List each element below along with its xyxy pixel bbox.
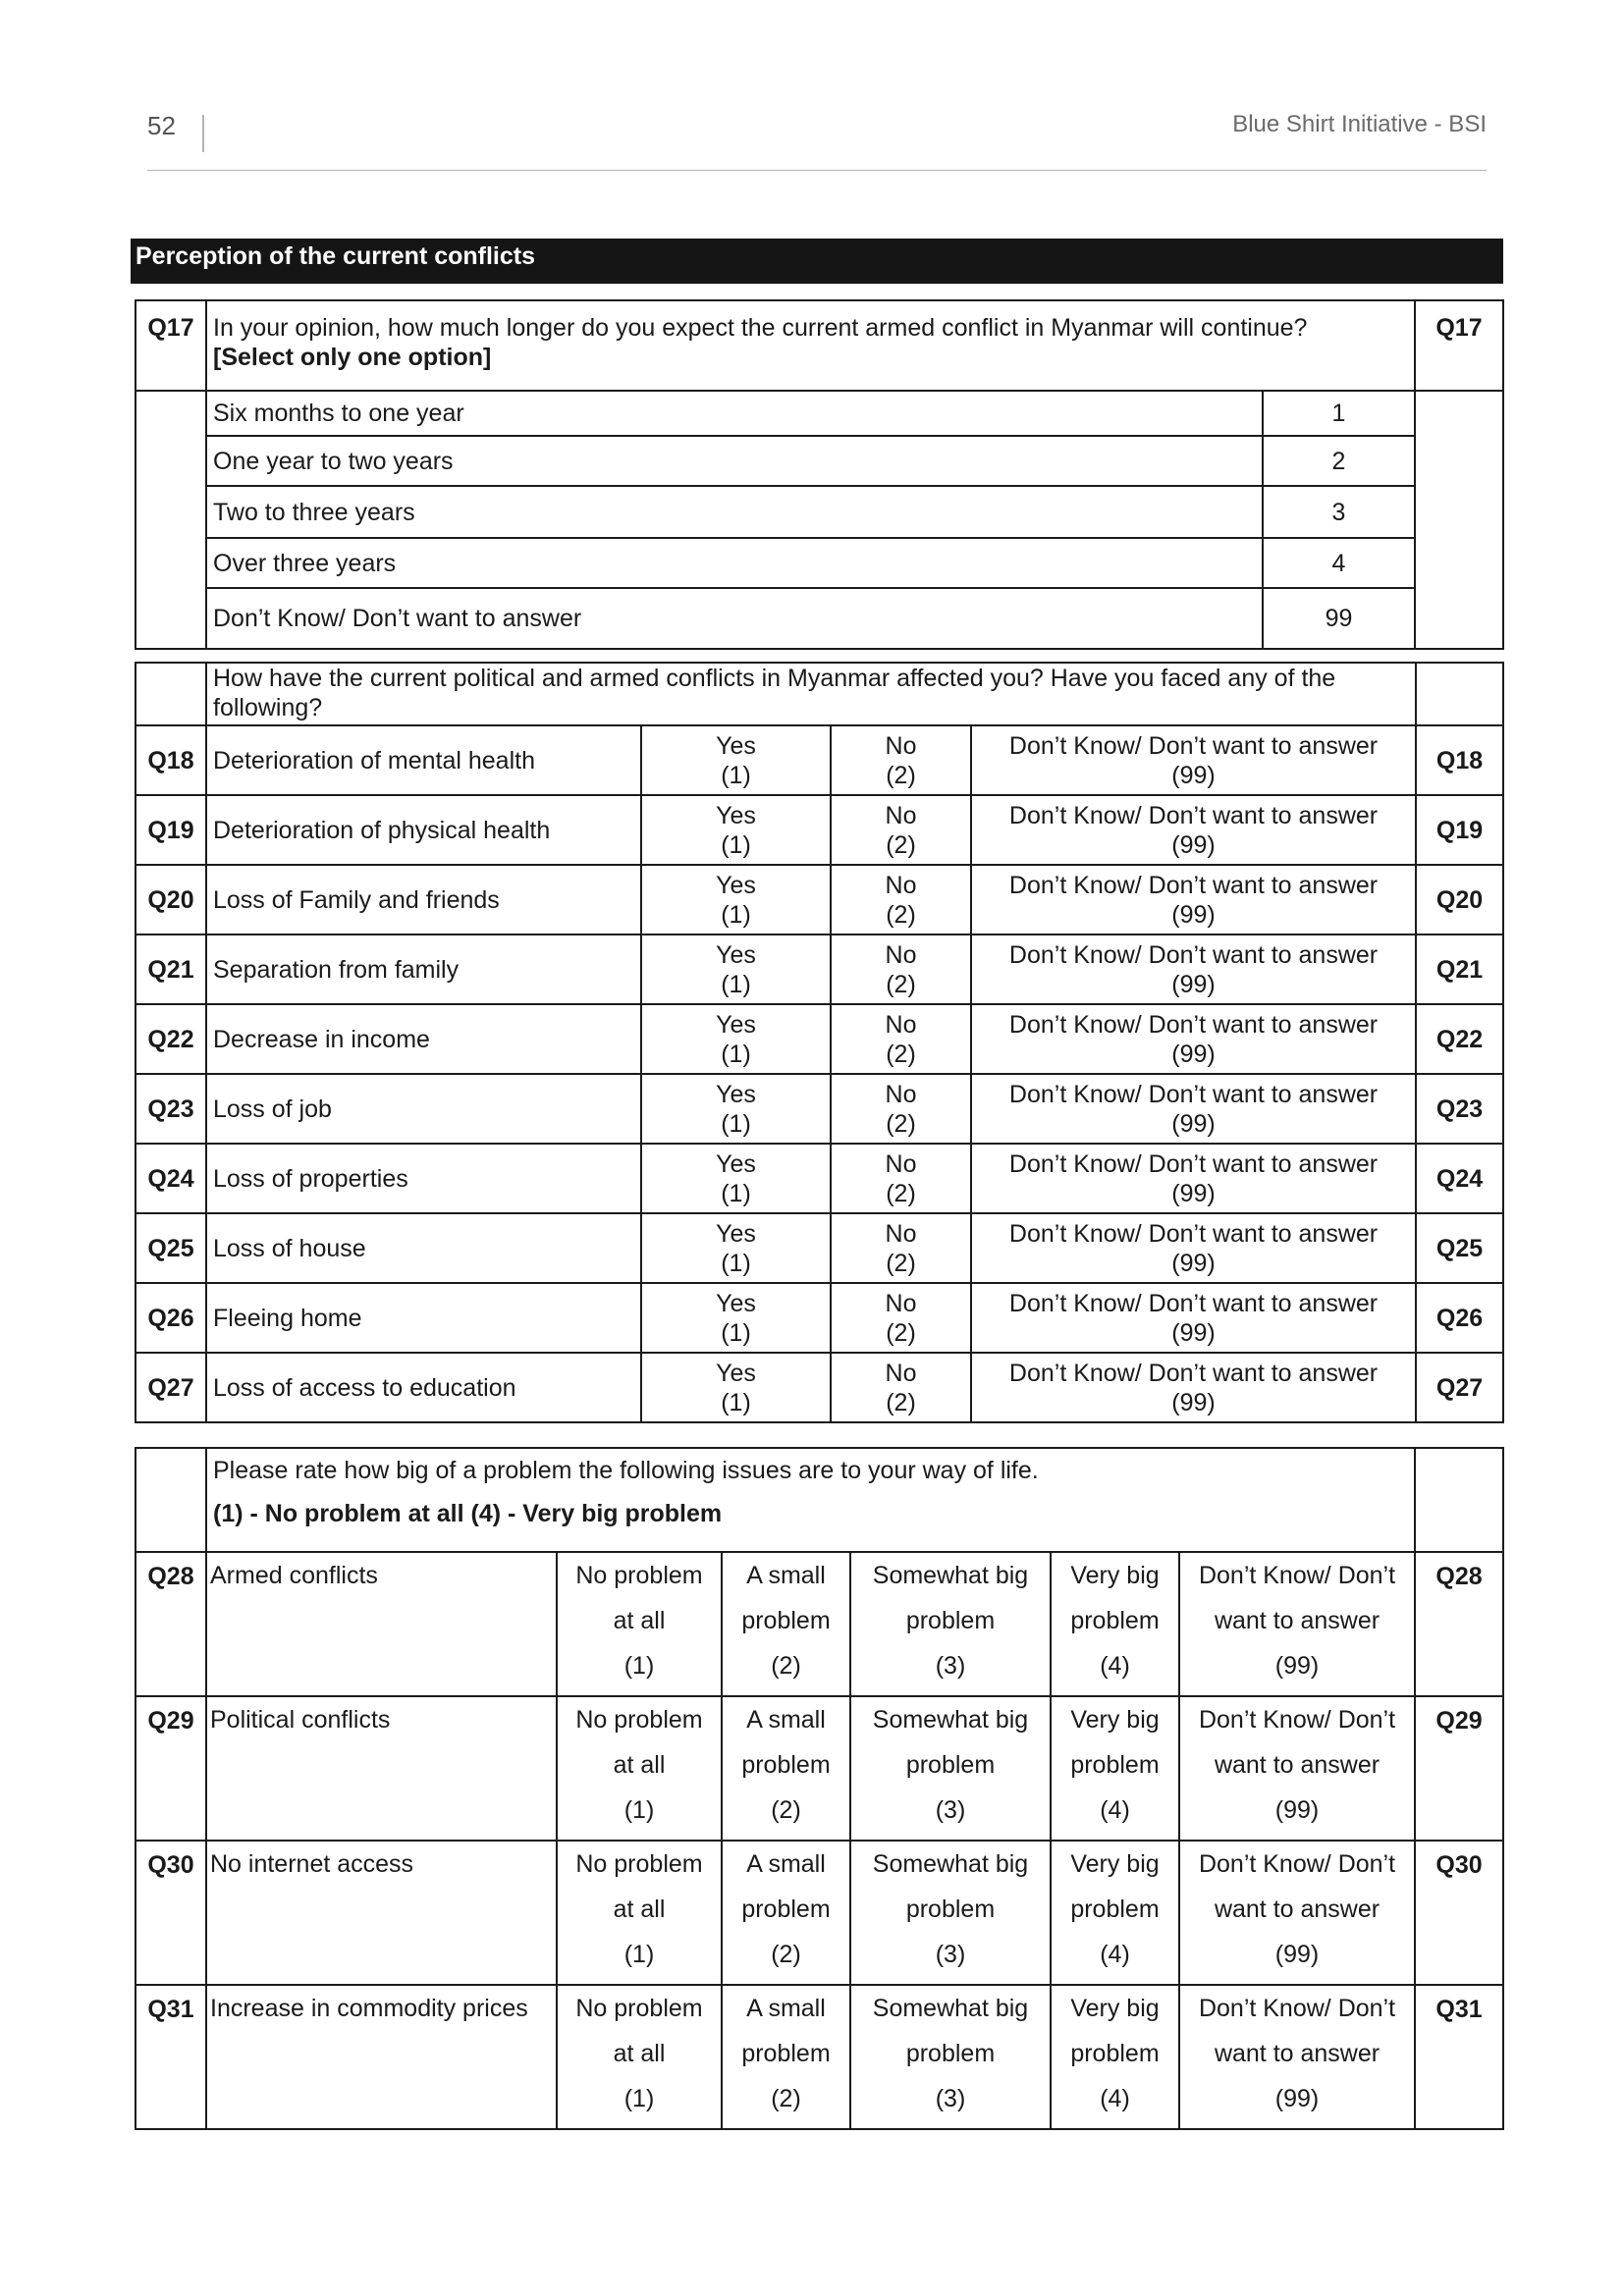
- answer-dont-know: [971, 1353, 1416, 1422]
- q17-table: [135, 299, 1504, 650]
- answer-dont-know: [971, 1144, 1416, 1213]
- question-id: Q18: [135, 725, 206, 795]
- question-id: Q28: [1415, 1552, 1503, 1696]
- option-line: problem: [1070, 1896, 1160, 1923]
- rating-row: [135, 1552, 1503, 1696]
- answer-yes: [641, 865, 831, 934]
- answer-code: (1): [721, 830, 751, 859]
- option-code: (2): [771, 1941, 801, 1968]
- answer-no: [831, 1144, 971, 1213]
- answer-no: [831, 795, 971, 865]
- item-label: Armed conflicts: [206, 1552, 557, 1696]
- option-line: Somewhat big: [872, 1562, 1029, 1589]
- answer-yes: [641, 1213, 831, 1283]
- option-code: (2): [771, 1796, 801, 1824]
- question-id: Q24: [135, 1144, 206, 1213]
- option-code: (99): [1274, 1941, 1320, 1968]
- question-id: Q24: [1416, 1144, 1503, 1213]
- question-id: Q19: [135, 795, 206, 865]
- answer-dont-know: [971, 865, 1416, 934]
- option-line: problem: [741, 1607, 831, 1634]
- answer-code: (99): [1171, 1388, 1216, 1416]
- q17-instruction: [Select only one option]: [213, 344, 492, 371]
- answer-label: Yes: [716, 940, 756, 969]
- answer-no: [831, 1213, 971, 1283]
- answer-code: (99): [1171, 1318, 1216, 1347]
- option-code: (3): [935, 2085, 966, 2112]
- answer-yes: [641, 1283, 831, 1353]
- answer-label: Yes: [716, 1289, 756, 1317]
- option-line: No problem: [575, 1850, 703, 1878]
- option-line: Somewhat big: [872, 1995, 1029, 2022]
- option-line: problem: [1070, 2040, 1160, 2067]
- rating-option: [722, 1985, 850, 2129]
- answer-label: Yes: [716, 1219, 756, 1248]
- option-label: Six months to one year: [206, 391, 1263, 436]
- question-id: Q26: [1416, 1283, 1503, 1353]
- impact-row: [135, 934, 1503, 1004]
- blank-cell: [1415, 391, 1503, 649]
- question-id: Q23: [1416, 1074, 1503, 1144]
- item-label: Political conflicts: [206, 1696, 557, 1841]
- answer-yes: [641, 1144, 831, 1213]
- question-id: Q22: [135, 1004, 206, 1074]
- option-code: 3: [1263, 486, 1415, 538]
- item-label: Loss of Family and friends: [206, 865, 641, 934]
- answer-code: (2): [886, 1388, 916, 1416]
- impact-row: [135, 1074, 1503, 1144]
- option-line: Very big: [1070, 1995, 1160, 2022]
- answer-code: (99): [1171, 970, 1216, 998]
- option-line: A small: [746, 1706, 826, 1734]
- option-line: Don’t Know/ Don’t: [1198, 1706, 1396, 1734]
- rating-option: [1179, 1696, 1415, 1841]
- answer-no: [831, 1004, 971, 1074]
- answer-label: Yes: [716, 801, 756, 829]
- answer-label: Yes: [716, 1080, 756, 1108]
- answer-dont-know: [971, 1004, 1416, 1074]
- rating-row: [135, 1696, 1503, 1841]
- item-label: Deterioration of physical health: [206, 795, 641, 865]
- item-label: No internet access: [206, 1841, 557, 1985]
- impact-row: [135, 795, 1503, 865]
- answer-code: (2): [886, 1040, 916, 1068]
- answer-label: No: [885, 1080, 917, 1108]
- option-line: No problem: [575, 1562, 703, 1589]
- option-code: (4): [1100, 1796, 1130, 1824]
- item-label: Deterioration of mental health: [206, 725, 641, 795]
- option-line: problem: [905, 1896, 996, 1923]
- answer-code: (99): [1171, 830, 1216, 859]
- impact-row: [135, 1144, 1503, 1213]
- question-id: Q20: [135, 865, 206, 934]
- option-code: (1): [623, 1941, 655, 1968]
- question-id: Q27: [135, 1353, 206, 1422]
- option-line: problem: [1070, 1607, 1160, 1634]
- option-code: (99): [1274, 1796, 1320, 1824]
- option-line: at all: [613, 1751, 666, 1779]
- item-label: Loss of job: [206, 1074, 641, 1144]
- option-code: (99): [1274, 1652, 1320, 1680]
- option-code: 2: [1263, 436, 1415, 486]
- rating-option: [850, 1985, 1051, 2129]
- question-id: Q31: [1415, 1985, 1503, 2129]
- answer-label: No: [885, 731, 917, 760]
- answer-code: (99): [1171, 761, 1216, 789]
- answer-code: (1): [721, 1249, 751, 1277]
- blank-cell: [135, 1448, 206, 1552]
- option-line: at all: [613, 1607, 666, 1634]
- rating-option: [557, 1552, 722, 1696]
- option-line: Don’t Know/ Don’t: [1198, 1850, 1396, 1878]
- option-label: Two to three years: [206, 486, 1263, 538]
- answer-no: [831, 1353, 971, 1422]
- option-line: at all: [613, 1896, 666, 1923]
- answer-label: Yes: [716, 1010, 756, 1039]
- rating-option: [1179, 1552, 1415, 1696]
- answer-code: (2): [886, 761, 916, 789]
- question-id: Q18: [1416, 725, 1503, 795]
- answer-label: Don’t Know/ Don’t want to answer: [1008, 940, 1379, 969]
- impact-intro: How have the current political and armed conflicts in Myanmar affected you? Have you faced any of the following?: [206, 663, 1416, 725]
- answer-code: (99): [1171, 1109, 1216, 1138]
- option-line: No problem: [575, 1706, 703, 1734]
- option-code: (1): [623, 1796, 655, 1824]
- option-code: (1): [623, 1652, 655, 1680]
- option-line: A small: [746, 1850, 826, 1878]
- option-code: (2): [771, 2085, 801, 2112]
- answer-dont-know: [971, 1283, 1416, 1353]
- rating-option: [722, 1841, 850, 1985]
- question-text: [206, 300, 1415, 391]
- question-id: Q25: [1416, 1213, 1503, 1283]
- option-code: (1): [623, 2085, 655, 2112]
- answer-dont-know: [971, 1213, 1416, 1283]
- answer-yes: [641, 725, 831, 795]
- answer-label: No: [885, 1010, 917, 1039]
- option-line: problem: [905, 2040, 996, 2067]
- answer-yes: [641, 795, 831, 865]
- option-line: Very big: [1070, 1850, 1160, 1878]
- answer-yes: [641, 1353, 831, 1422]
- answer-code: (99): [1171, 1040, 1216, 1068]
- answer-label: Don’t Know/ Don’t want to answer: [1008, 1219, 1379, 1248]
- answer-label: No: [885, 940, 917, 969]
- rating-instruction: Please rate how big of a problem the following issues are to your way of life.: [213, 1457, 1039, 1484]
- option-line: Somewhat big: [872, 1850, 1029, 1878]
- answer-code: (2): [886, 1109, 916, 1138]
- question-id: Q30: [135, 1841, 206, 1985]
- rating-option: [722, 1552, 850, 1696]
- impact-row: [135, 1353, 1503, 1422]
- blank-cell: [1416, 663, 1503, 725]
- rating-row: [135, 1985, 1503, 2129]
- answer-label: Don’t Know/ Don’t want to answer: [1008, 1359, 1379, 1387]
- answer-label: Yes: [716, 1359, 756, 1387]
- option-line: A small: [746, 1995, 826, 2022]
- answer-label: No: [885, 801, 917, 829]
- answer-yes: [641, 1074, 831, 1144]
- option-code: (3): [935, 1652, 966, 1680]
- rating-option: [1179, 1985, 1415, 2129]
- answer-no: [831, 934, 971, 1004]
- answer-code: (2): [886, 900, 916, 929]
- answer-no: [831, 725, 971, 795]
- option-line: Don’t Know/ Don’t: [1198, 1995, 1396, 2022]
- q17-question: In your opinion, how much longer do you expect the current armed conflict in Myanmar will continue?: [213, 314, 1308, 342]
- option-code: (4): [1100, 2085, 1130, 2112]
- rating-option: [1179, 1841, 1415, 1985]
- option-code: (4): [1100, 1652, 1130, 1680]
- impact-row: [135, 1213, 1503, 1283]
- answer-label: Don’t Know/ Don’t want to answer: [1008, 1010, 1379, 1039]
- option-code: (3): [935, 1941, 966, 1968]
- answer-yes: [641, 1004, 831, 1074]
- item-label: Increase in commodity prices: [206, 1985, 557, 2129]
- option-line: Somewhat big: [872, 1706, 1029, 1734]
- answer-label: Don’t Know/ Don’t want to answer: [1008, 801, 1379, 829]
- question-id: Q29: [1415, 1696, 1503, 1841]
- question-id: Q20: [1416, 865, 1503, 934]
- rating-scale: (1) - No problem at all (4) - Very big problem: [213, 1500, 723, 1527]
- answer-dont-know: [971, 725, 1416, 795]
- option-line: problem: [905, 1751, 996, 1779]
- answer-label: Don’t Know/ Don’t want to answer: [1008, 731, 1379, 760]
- item-label: Separation from family: [206, 934, 641, 1004]
- item-label: Loss of access to education: [206, 1353, 641, 1422]
- question-id: Q26: [135, 1283, 206, 1353]
- rating-option: [722, 1696, 850, 1841]
- option-code: (2): [771, 1652, 801, 1680]
- answer-code: (1): [721, 1179, 751, 1207]
- rating-option: [1051, 1552, 1179, 1696]
- option-line: want to answer: [1214, 1896, 1380, 1923]
- answer-code: (99): [1171, 1249, 1216, 1277]
- answer-code: (99): [1171, 900, 1216, 929]
- item-label: Decrease in income: [206, 1004, 641, 1074]
- answer-yes: [641, 934, 831, 1004]
- option-line: problem: [905, 1607, 996, 1634]
- page-number: 52: [147, 111, 176, 140]
- answer-label: Don’t Know/ Don’t want to answer: [1008, 1289, 1379, 1317]
- answer-code: (1): [721, 761, 751, 789]
- blank-cell: [135, 391, 206, 649]
- option-code: 1: [1263, 391, 1415, 436]
- option-line: want to answer: [1214, 1607, 1380, 1634]
- option-line: want to answer: [1214, 2040, 1380, 2067]
- question-id: Q17: [135, 300, 206, 391]
- impact-row: [135, 865, 1503, 934]
- question-id: Q25: [135, 1213, 206, 1283]
- answer-code: (1): [721, 970, 751, 998]
- running-title: Blue Shirt Initiative - BSI: [1232, 111, 1487, 137]
- impact-row: [135, 1283, 1503, 1353]
- question-id: Q29: [135, 1696, 206, 1841]
- option-line: problem: [1070, 1751, 1160, 1779]
- option-code: 4: [1263, 538, 1415, 588]
- rating-option: [850, 1841, 1051, 1985]
- option-line: problem: [741, 1751, 831, 1779]
- option-code: (3): [935, 1796, 966, 1824]
- header-divider: [202, 115, 204, 152]
- option-code: (4): [1100, 1941, 1130, 1968]
- question-id: Q21: [1416, 934, 1503, 1004]
- option-line: want to answer: [1214, 1751, 1380, 1779]
- rating-intro: [206, 1448, 1415, 1552]
- answer-label: Don’t Know/ Don’t want to answer: [1008, 871, 1379, 899]
- answer-label: No: [885, 1289, 917, 1317]
- option-label: Don’t Know/ Don’t want to answer: [206, 588, 1263, 649]
- answer-code: (1): [721, 1040, 751, 1068]
- question-id: Q17: [1415, 300, 1503, 391]
- answer-label: No: [885, 871, 917, 899]
- option-line: No problem: [575, 1995, 703, 2022]
- rating-option: [557, 1985, 722, 2129]
- answer-label: Yes: [716, 1149, 756, 1178]
- answer-code: (2): [886, 1318, 916, 1347]
- question-id: Q30: [1415, 1841, 1503, 1985]
- answer-label: No: [885, 1359, 917, 1387]
- rating-option: [1051, 1841, 1179, 1985]
- impact-row: [135, 725, 1503, 795]
- rating-option: [850, 1696, 1051, 1841]
- option-line: problem: [741, 1896, 831, 1923]
- question-id: Q19: [1416, 795, 1503, 865]
- answer-code: (2): [886, 830, 916, 859]
- rating-option: [557, 1841, 722, 1985]
- answer-label: No: [885, 1149, 917, 1178]
- answer-code: (2): [886, 970, 916, 998]
- item-label: Loss of properties: [206, 1144, 641, 1213]
- answer-label: Don’t Know/ Don’t want to answer: [1008, 1080, 1379, 1108]
- blank-cell: [135, 663, 206, 725]
- question-id: Q23: [135, 1074, 206, 1144]
- item-label: Fleeing home: [206, 1283, 641, 1353]
- rating-option: [1051, 1696, 1179, 1841]
- option-line: Very big: [1070, 1562, 1160, 1589]
- option-label: One year to two years: [206, 436, 1263, 486]
- rating-table: [135, 1447, 1504, 2130]
- option-label: Over three years: [206, 538, 1263, 588]
- answer-no: [831, 865, 971, 934]
- answer-code: (1): [721, 1388, 751, 1416]
- answer-code: (1): [721, 1318, 751, 1347]
- impact-row: [135, 1004, 1503, 1074]
- answer-code: (1): [721, 1109, 751, 1138]
- rating-row: [135, 1841, 1503, 1985]
- section-title: Perception of the current conflicts: [131, 239, 1503, 284]
- answer-code: (99): [1171, 1179, 1216, 1207]
- rating-option: [557, 1696, 722, 1841]
- answer-code: (1): [721, 900, 751, 929]
- answer-dont-know: [971, 934, 1416, 1004]
- rating-option: [1051, 1985, 1179, 2129]
- answer-no: [831, 1283, 971, 1353]
- item-label: Loss of house: [206, 1213, 641, 1283]
- option-line: Don’t Know/ Don’t: [1198, 1562, 1396, 1589]
- option-code: 99: [1263, 588, 1415, 649]
- answer-dont-know: [971, 795, 1416, 865]
- impact-table: [135, 662, 1504, 1423]
- question-id: Q21: [135, 934, 206, 1004]
- answer-dont-know: [971, 1074, 1416, 1144]
- option-line: Very big: [1070, 1706, 1160, 1734]
- question-id: Q27: [1416, 1353, 1503, 1422]
- question-id: Q28: [135, 1552, 206, 1696]
- option-line: problem: [741, 2040, 831, 2067]
- answer-label: Don’t Know/ Don’t want to answer: [1008, 1149, 1379, 1178]
- blank-cell: [1415, 1448, 1503, 1552]
- answer-label: Yes: [716, 731, 756, 760]
- answer-label: No: [885, 1219, 917, 1248]
- question-id: Q22: [1416, 1004, 1503, 1074]
- question-id: Q31: [135, 1985, 206, 2129]
- answer-code: (2): [886, 1249, 916, 1277]
- rating-option: [850, 1552, 1051, 1696]
- answer-code: (2): [886, 1179, 916, 1207]
- option-line: A small: [746, 1562, 826, 1589]
- answer-no: [831, 1074, 971, 1144]
- option-line: at all: [613, 2040, 666, 2067]
- answer-label: Yes: [716, 871, 756, 899]
- page-header: [147, 103, 1487, 171]
- option-code: (99): [1274, 2085, 1320, 2112]
